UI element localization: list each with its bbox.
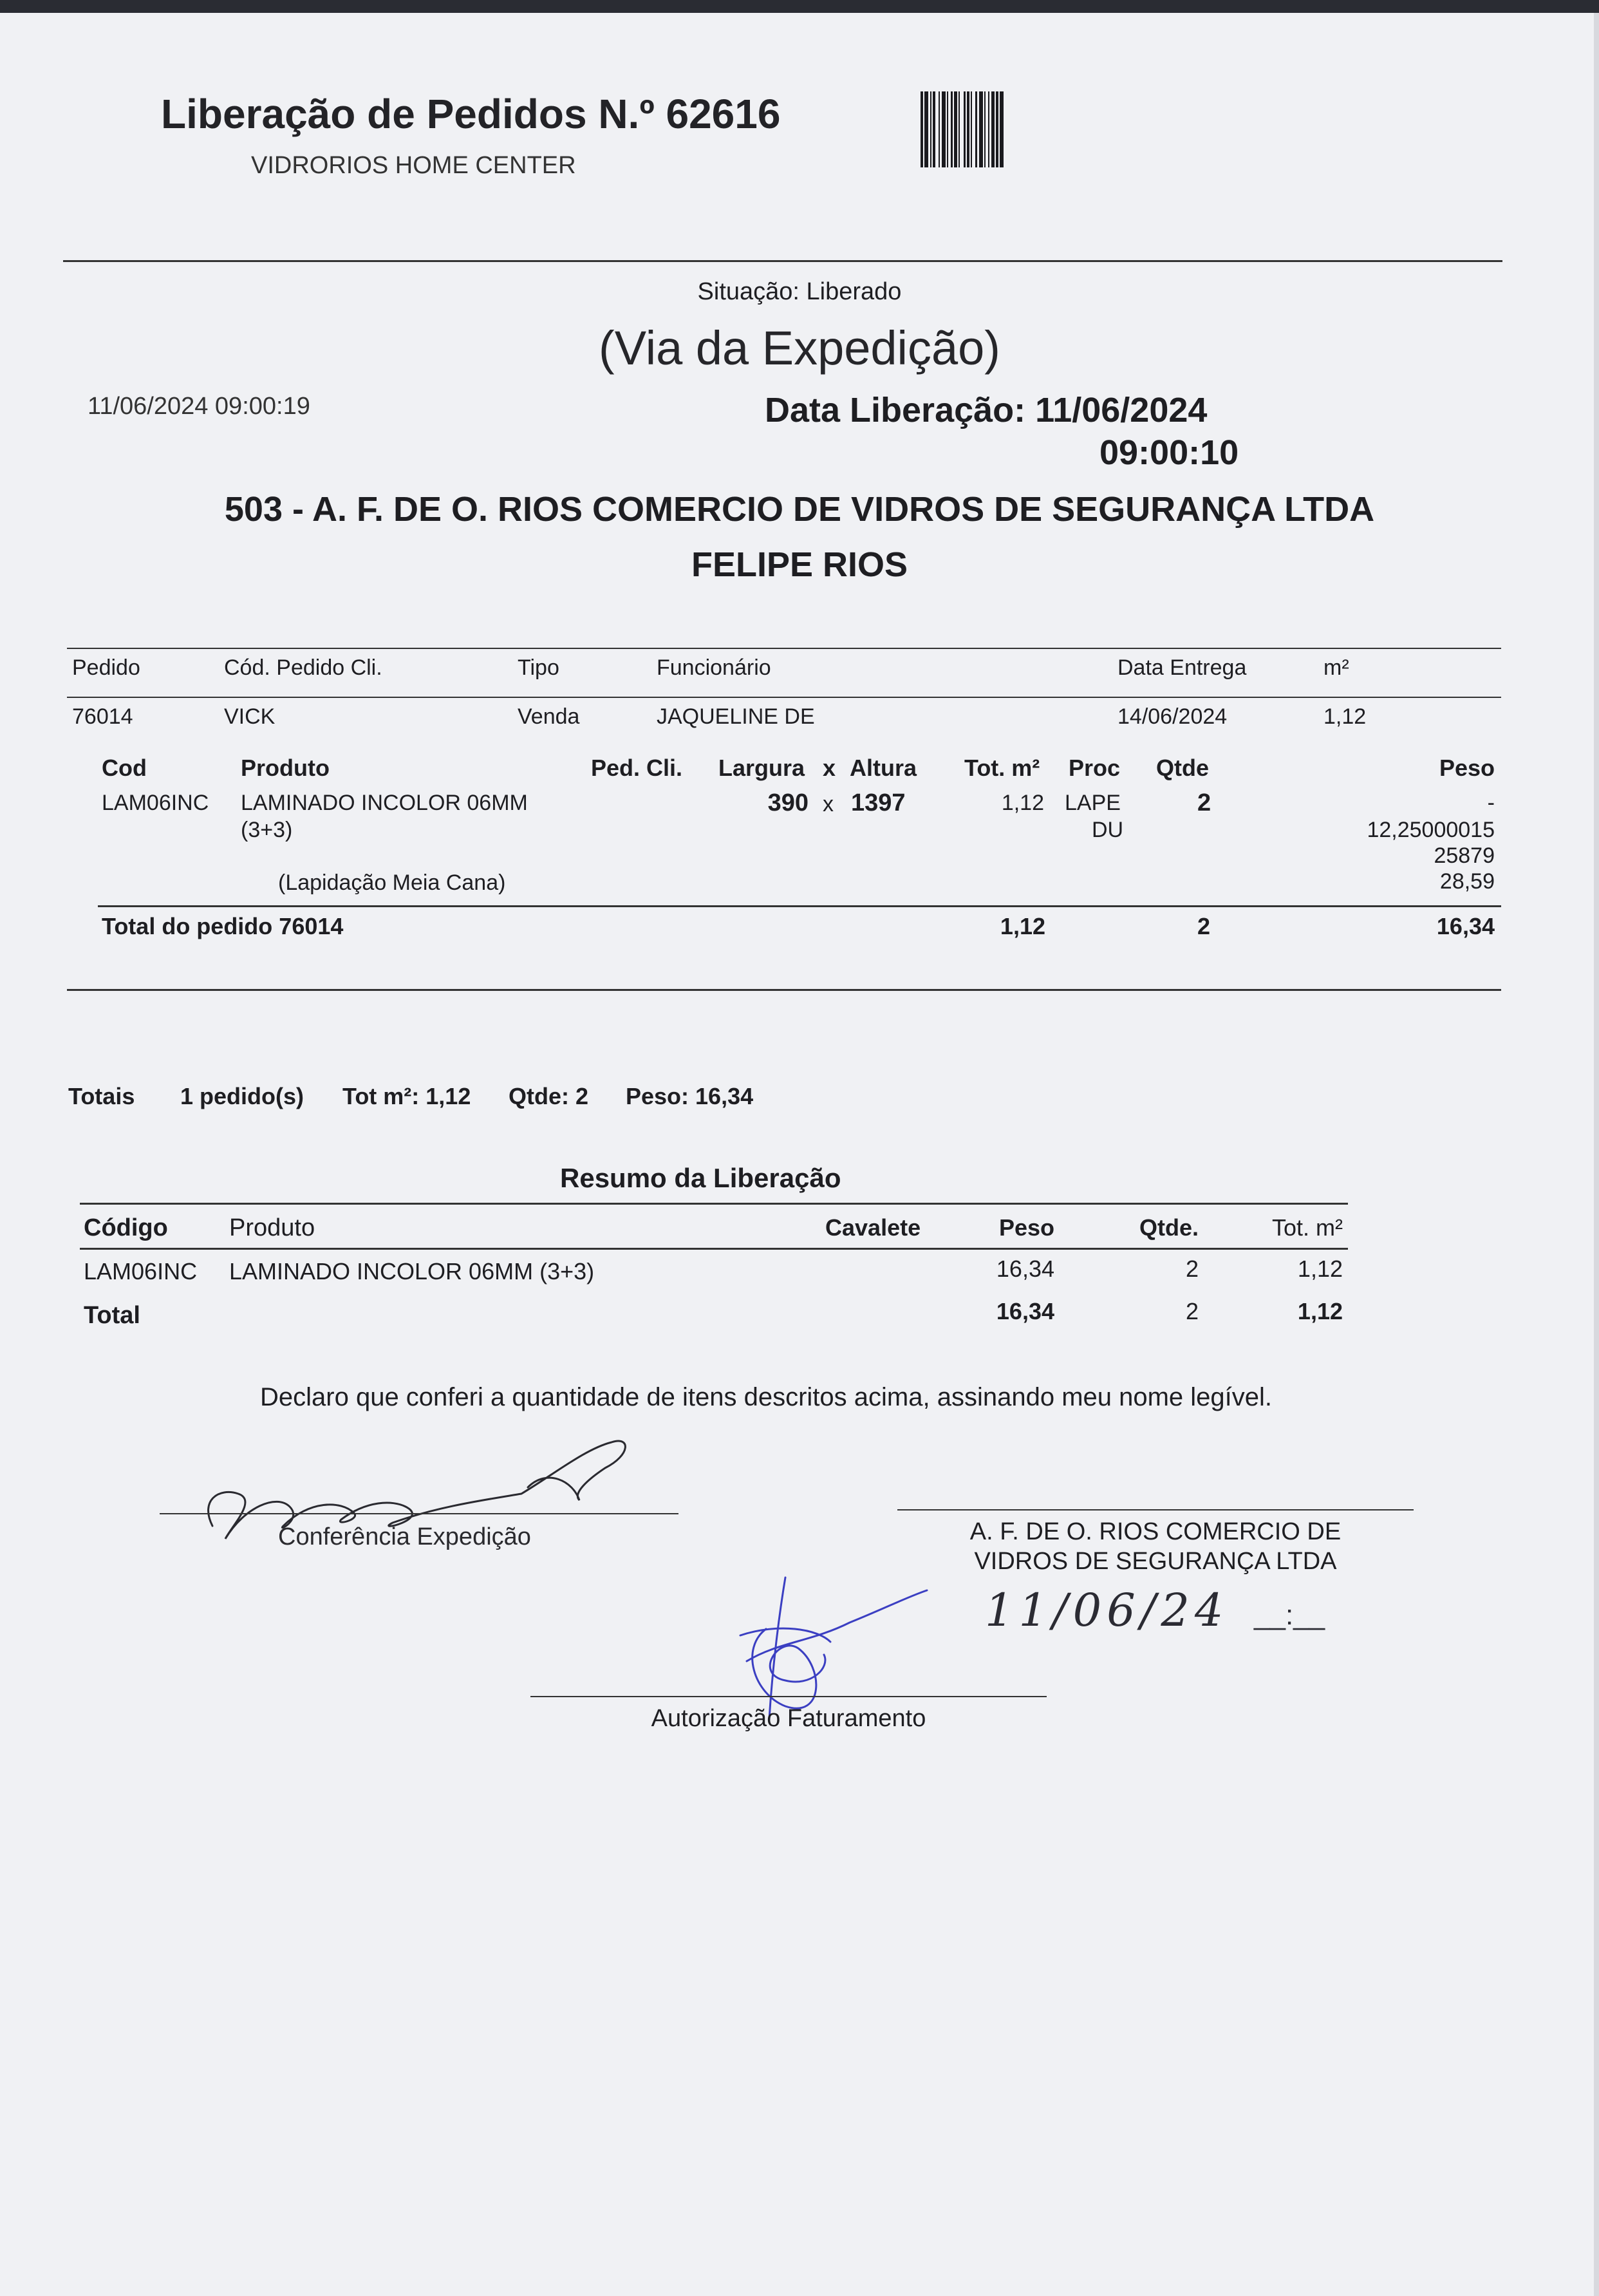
item-proc-line1: LAPE (1065, 791, 1121, 815)
resumo-total-peso: 16,34 (996, 1298, 1054, 1324)
resumo-col-tot-m2: Tot. m² (1271, 1214, 1343, 1241)
scan-top-border (0, 0, 1599, 13)
item-produto-line2: (3+3) (241, 818, 293, 842)
data-liberacao: Data Liberação: 11/06/2024 (765, 391, 1208, 429)
item-largura: 390 (767, 789, 809, 816)
col-funcionario: Funcionário (657, 655, 771, 680)
resumo-col-codigo: Código (84, 1214, 168, 1241)
item-peso-line1: - (1487, 791, 1495, 815)
items-total-peso: 16,34 (1436, 913, 1495, 939)
conferencia-sign-line (160, 1513, 678, 1514)
barcode-icon (919, 91, 1172, 167)
resumo-col-peso: Peso (998, 1214, 1054, 1241)
items-total-line (98, 905, 1501, 907)
item-peso-line4: 28,59 (1439, 869, 1495, 894)
item-col-tot-m2: Tot. m² (964, 755, 1040, 781)
item-col-ped-cli: Ped. Cli. (591, 755, 683, 781)
item-tot-m2: 1,12 (1001, 791, 1044, 815)
totais-m2: Tot m²: 1,12 (342, 1083, 471, 1109)
item-proc-line2: DU (1092, 818, 1124, 842)
situacao-text: Situação: Liberado (697, 278, 902, 305)
item-beneficiamento: (Lapidação Meia Cana) (278, 870, 506, 895)
totais-pedidos: 1 pedido(s) (180, 1083, 304, 1109)
item-cod: LAM06INC (102, 791, 209, 815)
order-funcionario: JAQUELINE DE (657, 704, 815, 729)
client-name: 503 - A. F. DE O. RIOS COMERCIO DE VIDROS DE SEGURANÇA LTDA (224, 490, 1375, 529)
item-col-qtde: Qtde (1156, 755, 1210, 781)
autorizacao-label: Autorização Faturamento (651, 1705, 926, 1732)
company-sign-line1: A. F. DE O. RIOS COMERCIO DE (969, 1518, 1342, 1545)
resumo-col-produto: Produto (229, 1214, 315, 1241)
order-pedido: 76014 (72, 704, 133, 729)
resumo-codigo: LAM06INC (84, 1258, 198, 1284)
data-liberacao-time: 09:00:10 (1099, 433, 1239, 472)
items-total-label: Total do pedido 76014 (102, 913, 344, 939)
header-divider (63, 260, 1502, 262)
printed-timestamp: 11/06/2024 09:00:19 (88, 393, 310, 420)
company-sign-line (897, 1509, 1414, 1510)
conferencia-label: Conferência Expedição (278, 1523, 531, 1550)
resumo-title: Resumo da Liberação (560, 1163, 841, 1193)
resumo-total-m2: 1,12 (1297, 1298, 1343, 1324)
item-col-x: x (823, 755, 836, 781)
item-col-proc: Proc (1069, 755, 1121, 781)
handwritten-date: 11/06/24 (985, 1584, 1229, 1637)
via-label: (Via da Expedição) (599, 321, 1000, 375)
col-pedido: Pedido (72, 655, 140, 680)
totais-peso: Peso: 16,34 (626, 1083, 754, 1109)
item-peso-line3: 25879 (1434, 843, 1495, 868)
resumo-qtde: 2 (1185, 1256, 1199, 1282)
resumo-total-label: Total (84, 1302, 140, 1329)
resumo-col-cavalete: Cavalete (825, 1214, 921, 1241)
item-qtde: 2 (1197, 789, 1211, 816)
resumo-col-qtde: Qtde. (1139, 1214, 1199, 1241)
items-total-qtde: 2 (1197, 913, 1211, 939)
item-col-peso: Peso (1439, 755, 1495, 781)
declaration-text: Declaro que conferi a quantidade de itens descritos acima, assinando meu nome legível. (260, 1383, 1273, 1411)
client-contact: FELIPE RIOS (691, 545, 908, 584)
totais-qtde: Qtde: 2 (509, 1083, 589, 1109)
item-produto-line1: LAMINADO INCOLOR 06MM (241, 791, 528, 815)
col-tipo: Tipo (518, 655, 559, 680)
item-col-altura: Altura (850, 755, 917, 781)
order-table-top-line (67, 648, 1501, 649)
order-table-header-line (67, 697, 1501, 698)
col-cod-pedido-cli: Cód. Pedido Cli. (224, 655, 382, 680)
col-m2: m² (1323, 655, 1349, 680)
company-name: VIDRORIOS HOME CENTER (251, 152, 576, 179)
resumo-peso: 16,34 (996, 1256, 1054, 1282)
order-cod-pedido-cli: VICK (224, 704, 276, 729)
order-tipo: Venda (518, 704, 580, 729)
col-data-entrega: Data Entrega (1117, 655, 1247, 680)
order-data-entrega: 14/06/2024 (1117, 704, 1228, 729)
time-blank: __:__ (1254, 1599, 1325, 1631)
document-title: Liberação de Pedidos N.º 62616 (161, 91, 781, 137)
item-col-largura: Largura (718, 755, 805, 781)
item-col-cod: Cod (102, 755, 147, 781)
resumo-tot-m2: 1,12 (1297, 1256, 1343, 1282)
resumo-total-qtde: 2 (1185, 1298, 1199, 1324)
item-x: x (823, 792, 834, 816)
item-col-produto: Produto (241, 755, 330, 781)
order-m2: 1,12 (1323, 704, 1367, 729)
resumo-header-line (80, 1248, 1348, 1250)
items-total-m2: 1,12 (1000, 913, 1045, 939)
section-divider (67, 989, 1501, 991)
item-peso-line2: 12,25000015 (1367, 818, 1495, 842)
item-altura: 1397 (851, 789, 906, 816)
totais-label: Totais (68, 1083, 135, 1109)
resumo-top-line (80, 1203, 1348, 1205)
company-sign-line2: VIDROS DE SEGURANÇA LTDA (974, 1548, 1337, 1575)
autorizacao-sign-line (530, 1696, 1047, 1697)
resumo-produto: LAMINADO INCOLOR 06MM (3+3) (229, 1258, 595, 1284)
